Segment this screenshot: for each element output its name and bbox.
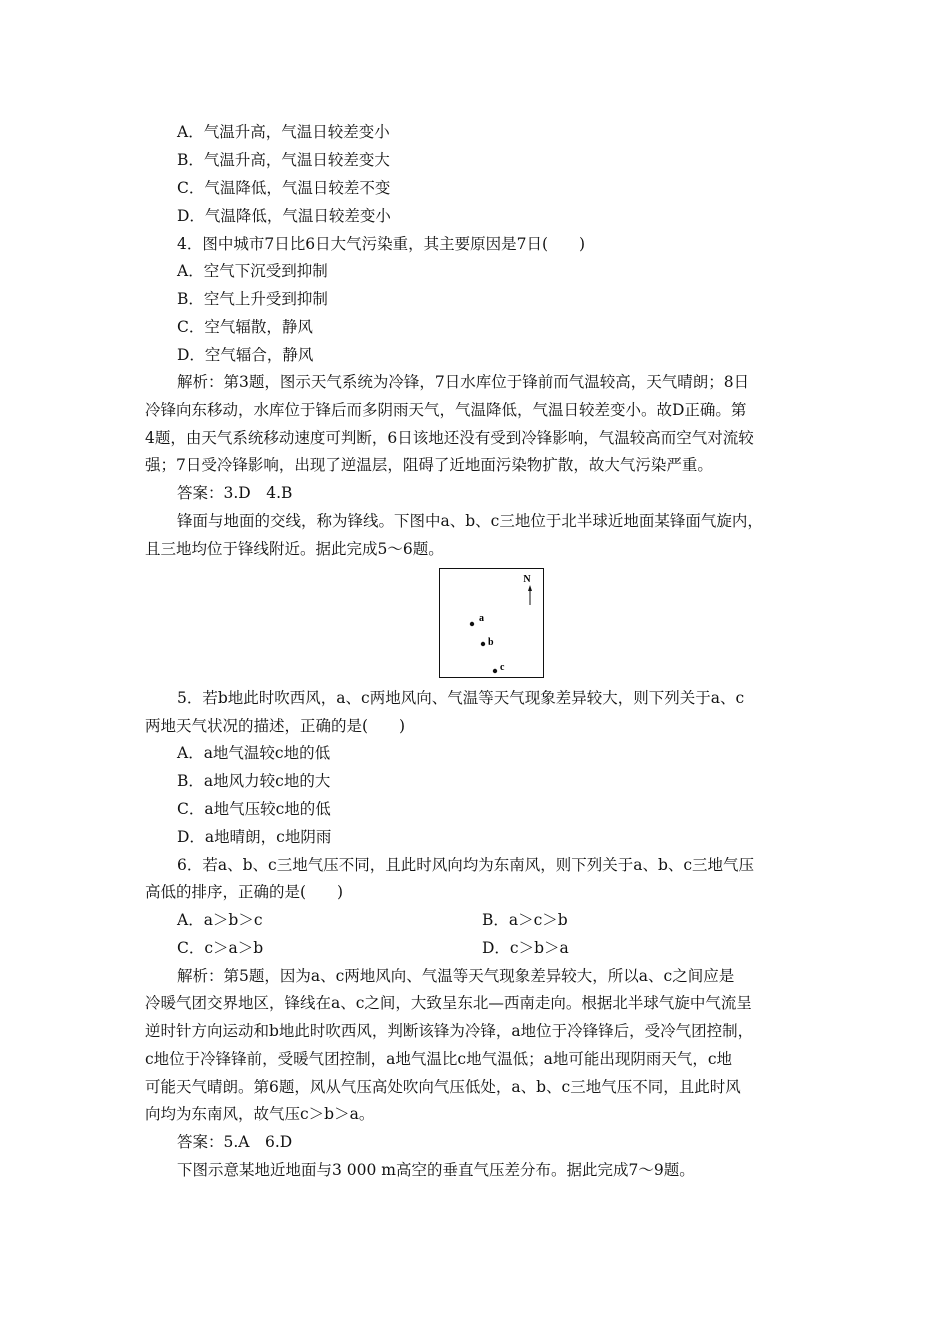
- analysis-56-line: 向均为东南风，故气压c＞b＞a。: [145, 1105, 375, 1123]
- analysis-34-line: 解析：第3题，图示天气系统为冷锋，7日水库位于锋前而气温较高，天气晴朗；8日: [177, 373, 750, 391]
- analysis-56-line: 逆时针方向运动和b地此时吹西风，判断该锋为冷锋，a地位于冷锋锋后，受冷气团控制，: [145, 1022, 754, 1040]
- intro-79: 下图示意某地近地面与3 000 m高空的垂直气压差分布。据此完成7～9题。: [177, 1161, 695, 1179]
- q5-stem-line: 两地天气状况的描述，正确的是( ): [145, 717, 406, 735]
- q5-option-b: B．a地风力较c地的大: [177, 772, 331, 790]
- q6-options-row: [177, 938, 815, 958]
- q6-options-row: [177, 910, 815, 930]
- point-c-dot: [493, 669, 497, 673]
- q4-option-a: A．空气下沉受到抑制: [177, 262, 328, 280]
- figure-canvas: [440, 569, 545, 679]
- analysis-34-line: 冷锋向东移动，水库位于锋后而多阴雨天气，气温降低，气温日较差变小。故D正确。第: [145, 401, 747, 419]
- q5-option-a: A．a地气温较c地的低: [177, 744, 331, 762]
- q3-option-b: B．气温升高，气温日较差变大: [177, 151, 390, 169]
- q3-option-d: D．气温降低，气温日较差变小: [177, 207, 391, 225]
- analysis-56-line: c地位于冷锋锋前，受暖气团控制，a地气温比c地气温低；a地可能出现阴雨天气，c地: [145, 1050, 733, 1068]
- q4-option-c: C．空气辐散，静风: [177, 318, 313, 336]
- intro-56-line: 且三地均位于锋线附近。据此完成5～6题。: [145, 540, 444, 558]
- analysis-34-line: 强；7日受冷锋影响，出现了逆温层，阻碍了近地面污染物扩散，故大气污染严重。: [145, 456, 713, 474]
- analysis-56-line: 解析：第5题，因为a、c两地风向、气温等天气现象差异较大，所以a、c之间应是: [177, 967, 735, 985]
- point-a-dot: [470, 622, 474, 626]
- analysis-56-line: 冷暖气团交界地区，锋线在a、c之间，大致呈东北—西南走向。根据北半球气旋中气流呈: [145, 994, 752, 1012]
- point-b-label: b: [488, 637, 494, 648]
- q6-option-d: D．c＞b＞a: [482, 939, 569, 957]
- q4-option-d: D．空气辐合，静风: [177, 346, 314, 364]
- q3-option-a: A．气温升高，气温日较差变小: [177, 123, 390, 141]
- front-location-figure: [439, 568, 544, 678]
- north-label: N: [523, 574, 531, 585]
- q6-stem-line: 6．若a、b、c三地气压不同，且此时风向均为东南风，则下列关于a、b、c三地气压: [177, 856, 755, 874]
- answer-56: 答案：5.A 6.D: [177, 1133, 293, 1151]
- analysis-56-line: 可能天气晴朗。第6题，风从气压高处吹向气压低处，a、b、c三地气压不同，且此时风: [145, 1078, 741, 1096]
- q6-option-a: A．a＞b＞c: [177, 911, 263, 929]
- q5-option-c: C．a地气压较c地的低: [177, 800, 331, 818]
- q6-option-b: B．a＞c＞b: [482, 911, 568, 929]
- q5-option-d: D．a地晴朗，c地阴雨: [177, 828, 332, 846]
- q6-stem-line: 高低的排序，正确的是( ): [145, 883, 344, 901]
- q4-option-b: B．空气上升受到抑制: [177, 290, 328, 308]
- q3-option-c: C．气温降低，气温日较差不变: [177, 179, 391, 197]
- point-a-label: a: [479, 613, 484, 624]
- q4-stem: 4．图中城市7日比6日大气污染重，其主要原因是7日( ): [177, 235, 586, 253]
- point-b-dot: [481, 642, 485, 646]
- analysis-34-line: 4题，由天气系统移动速度可判断，6日该地还没有受到冷锋影响，气温较高而空气对流较: [145, 429, 754, 447]
- answer-34: 答案：3.D 4.B: [177, 484, 293, 502]
- north-arrow-icon: [528, 585, 532, 591]
- q6-option-c: C．c＞a＞b: [177, 939, 264, 957]
- point-c-label: c: [500, 662, 505, 673]
- q5-stem-line: 5．若b地此时吹西风，a、c两地风向、气温等天气现象差异较大，则下列关于a、c: [177, 689, 745, 707]
- intro-56-line: 锋面与地面的交线，称为锋线。下图中a、b、c三地位于北半球近地面某锋面气旋内，: [177, 512, 763, 530]
